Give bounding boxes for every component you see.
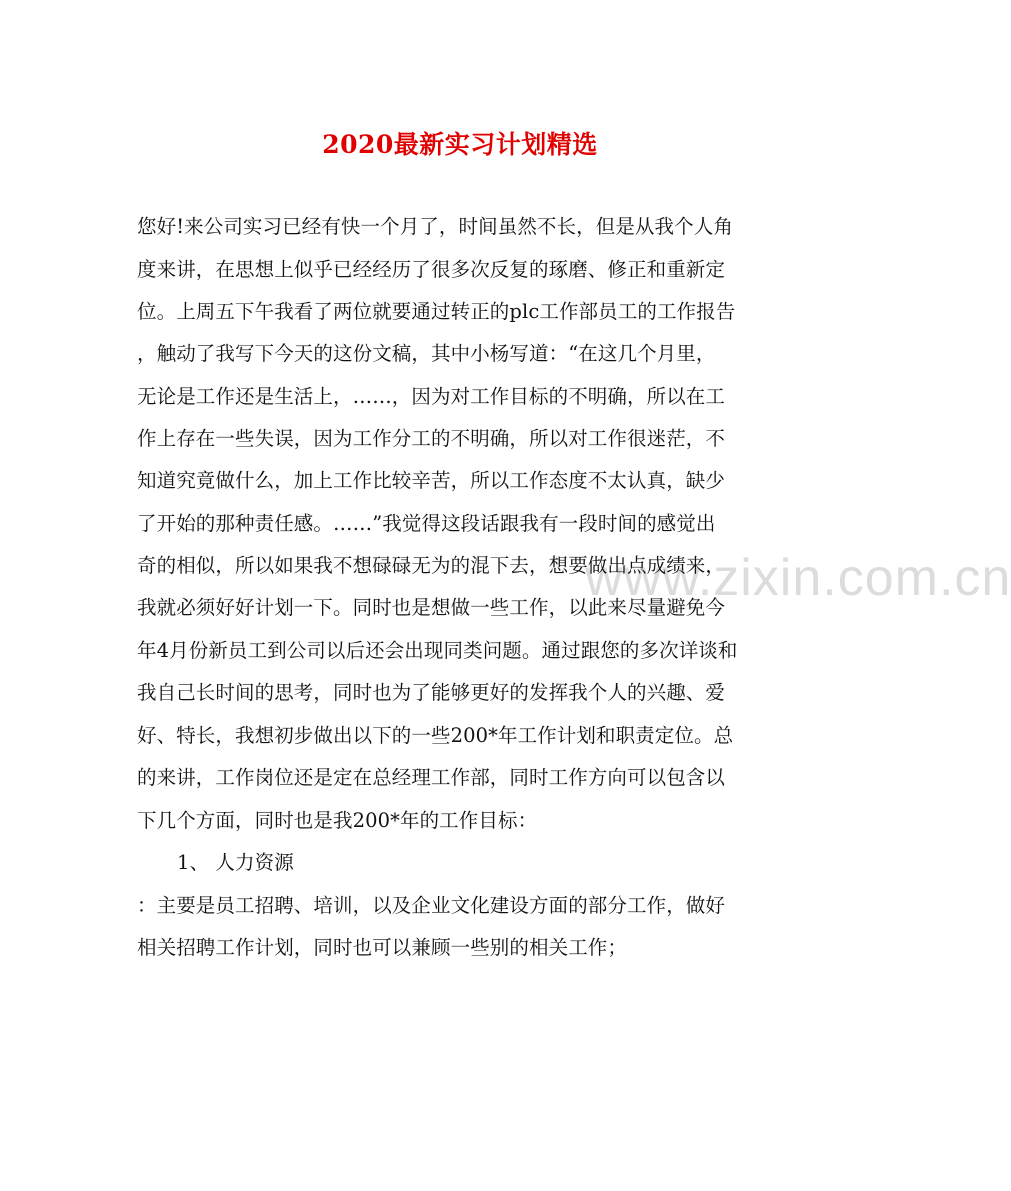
body-line: 了开始的那种责任感。……”我觉得这段话跟我有一段时间的感觉出 bbox=[137, 512, 716, 535]
document-title: 2020最新实习计划精选 bbox=[322, 130, 598, 159]
body-line: 下几个方面，同时也是我200*年的工作目标： bbox=[137, 809, 538, 832]
body-line: 无论是工作还是生活上，……，因为对工作目标的不明确，所以在工 bbox=[137, 385, 726, 408]
body-line: 相关招聘工作计划，同时也可以兼顾一些别的相关工作； bbox=[137, 936, 628, 959]
body-line: 度来讲，在思想上似乎已经经历了很多次反复的琢磨、修正和重新定 bbox=[137, 258, 726, 281]
body-line: 作上存在一些失误，因为工作分工的不明确，所以对工作很迷茫，不 bbox=[137, 427, 726, 450]
body-line: ：主要是员工招聘、培训，以及企业文化建设方面的部分工作，做好 bbox=[137, 894, 726, 917]
section-heading: 1、 人力资源 bbox=[177, 851, 294, 874]
watermark: www.zixin.com.cn bbox=[585, 549, 1011, 607]
body-line: 的来讲，工作岗位还是定在总经理工作部，同时工作方向可以包含以 bbox=[137, 766, 726, 789]
body-line: 我自己长时间的思考，同时也为了能够更好的发挥我个人的兴趣、爱 bbox=[137, 681, 726, 704]
body-line: 位。上周五下午我看了两位就要通过转正的plc工作部员工的工作报告 bbox=[137, 300, 736, 323]
body-line: 知道究竟做什么，加上工作比较辛苦，所以工作态度不太认真，缺少 bbox=[137, 469, 726, 492]
body-line: 好、特长，我想初步做出以下的一些200*年工作计划和职责定位。总 bbox=[137, 724, 734, 747]
body-line: 奇的相似，所以如果我不想碌碌无为的混下去，想要做出点成绩来， bbox=[137, 554, 726, 577]
body-line: ，触动了我写下今天的这份文稿，其中小杨写道：“在这几个月里， bbox=[137, 342, 716, 365]
body-line: 年4月份新员工到公司以后还会出现同类问题。通过跟您的多次详谈和 bbox=[137, 639, 738, 662]
body-line: 您好!来公司实习已经有快一个月了，时间虽然不长，但是从我个人角 bbox=[137, 215, 733, 238]
body-line: 我就必须好好计划一下。同时也是想做一些工作，以此来尽量避免今 bbox=[137, 596, 726, 619]
